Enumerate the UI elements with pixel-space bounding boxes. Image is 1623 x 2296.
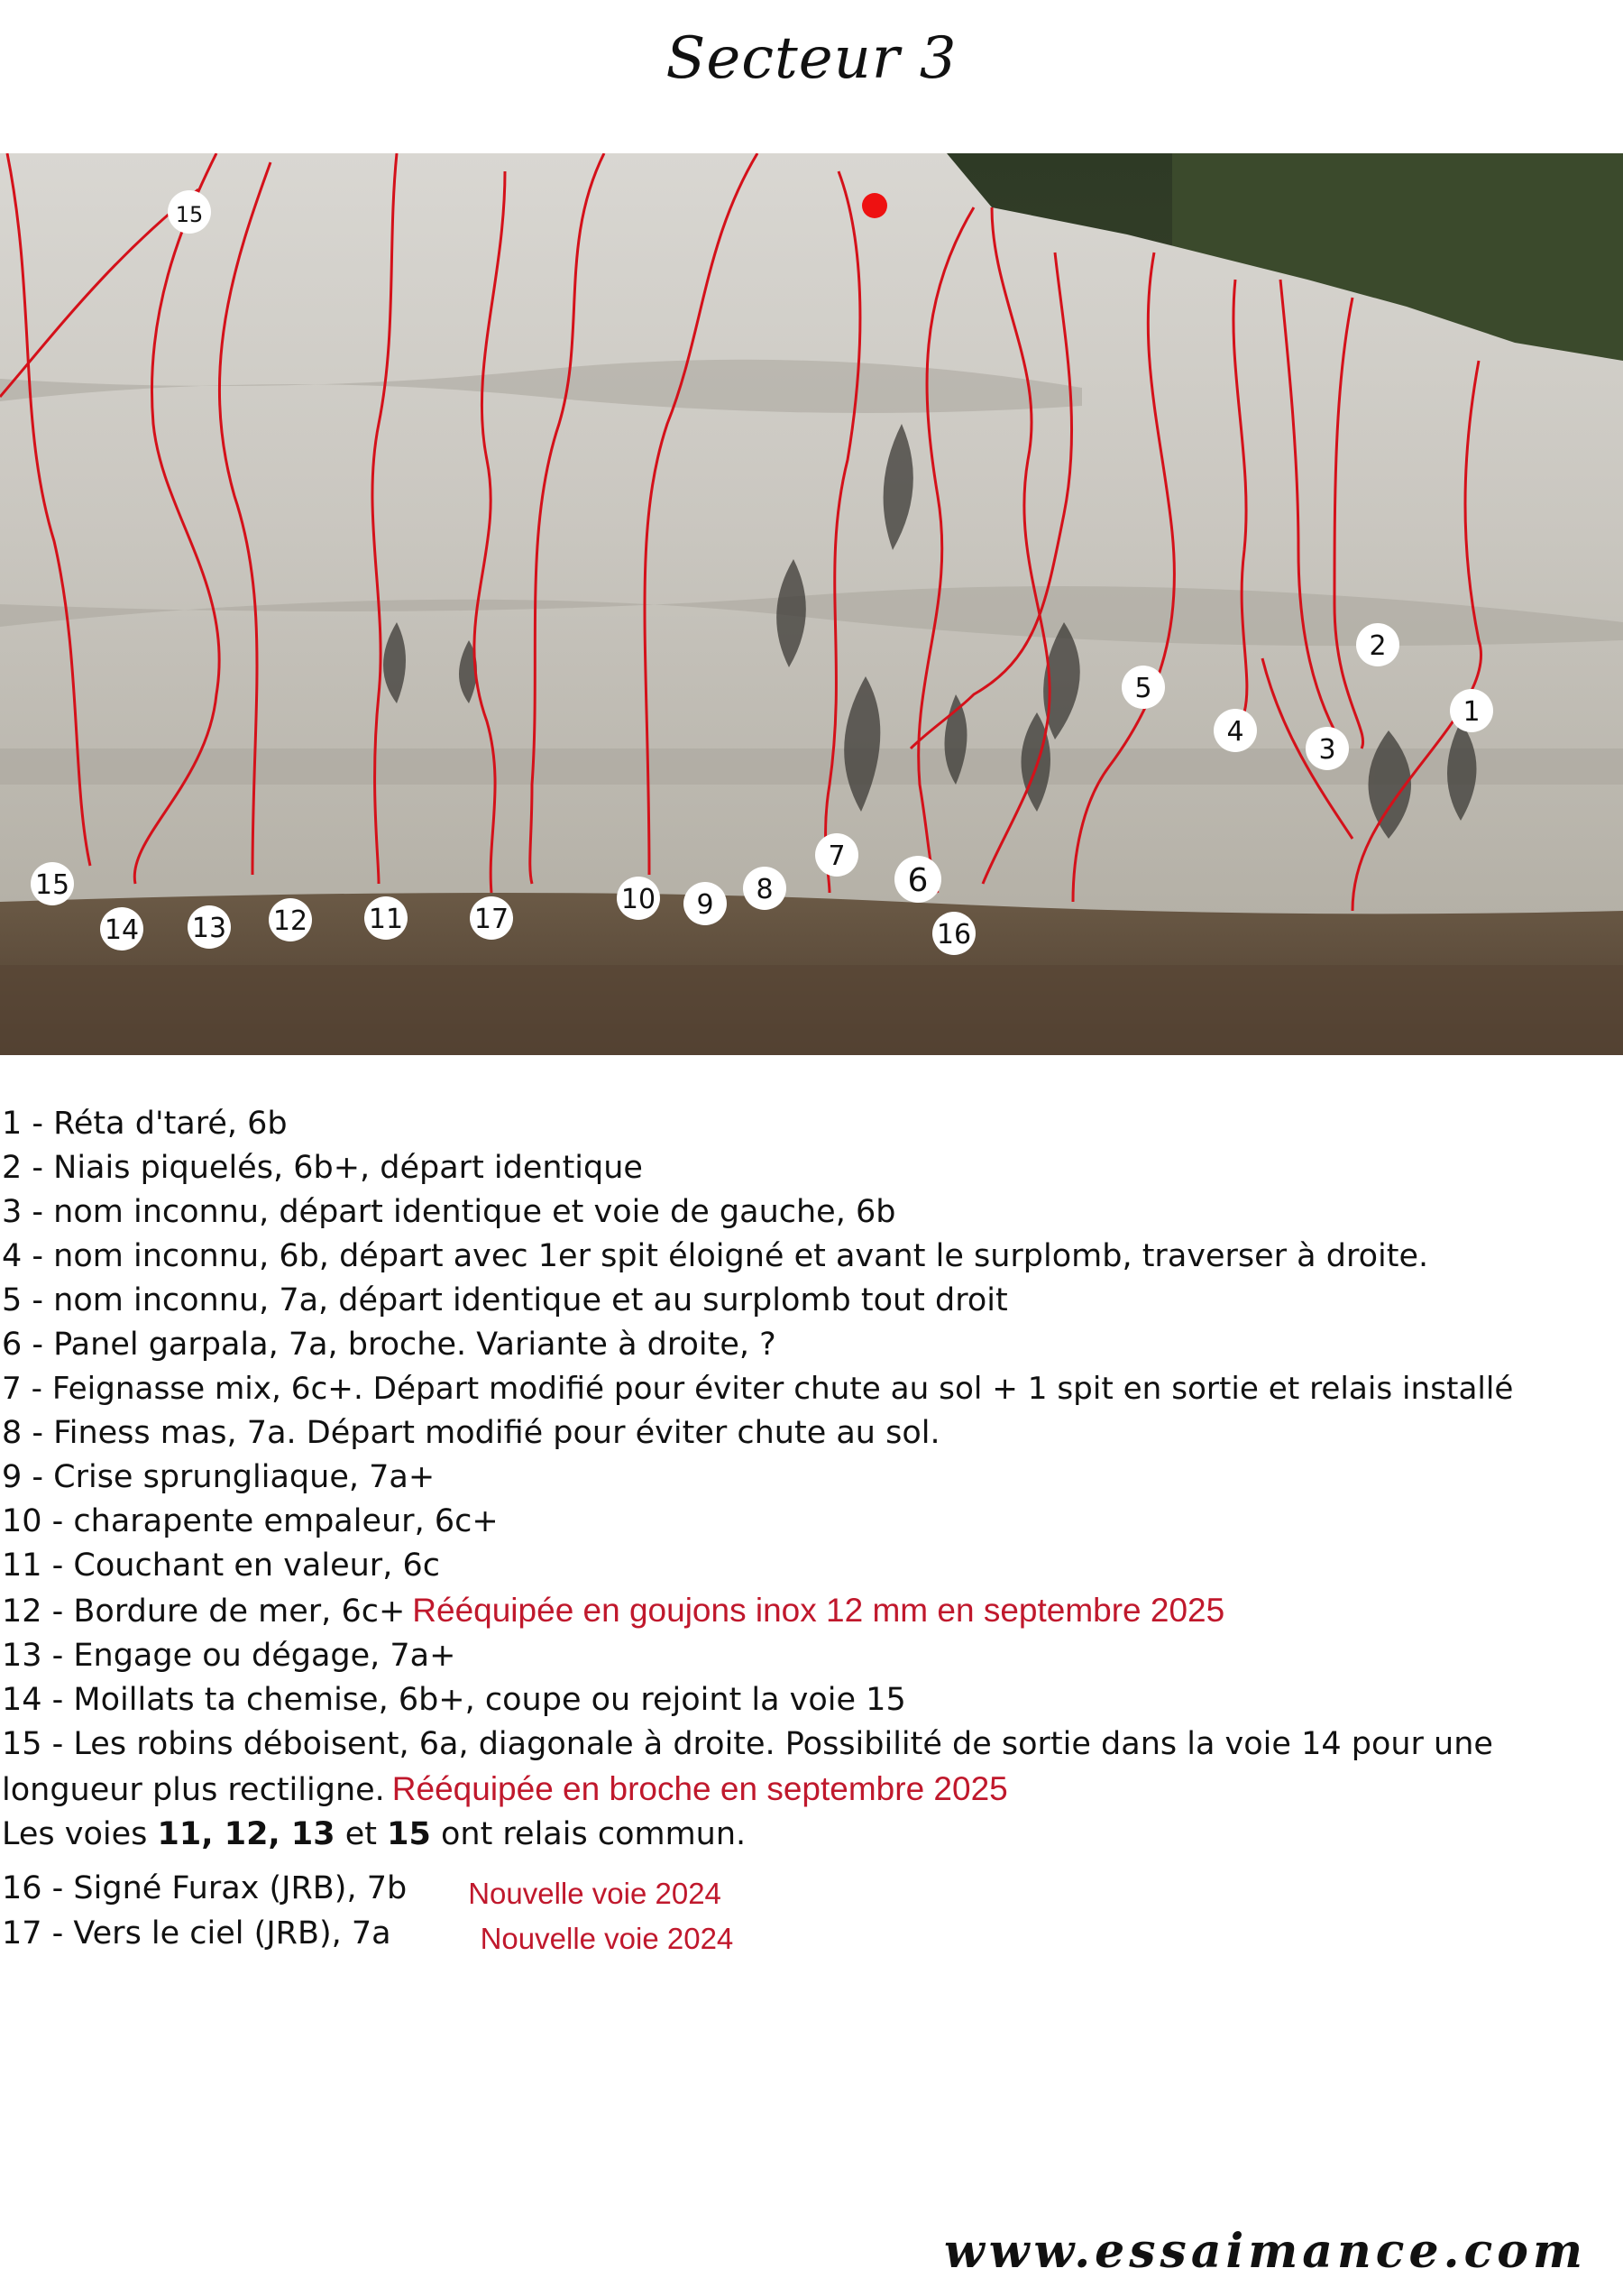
route-text: 10 - charapente empaleur, 6c+ xyxy=(2,1503,499,1539)
route-marker-15 xyxy=(31,862,74,905)
route-text: 15 - Les robins déboisent, 6a, diagonale à droite. Possibilité de sortie dans la voie 14 pour une longueur plus rectiligne. xyxy=(2,1726,1493,1808)
route-text: 2 - Niais piquelés, 6b+, départ identique xyxy=(2,1150,643,1186)
route-text: 13 - Engage ou dégage, 7a+ xyxy=(2,1638,456,1674)
marker-label: 9 xyxy=(696,889,714,921)
route-marker-3 xyxy=(1306,727,1349,770)
route-marker-17 xyxy=(470,896,513,940)
route-marker-16 xyxy=(932,912,976,955)
route-13 xyxy=(2,1634,1621,1678)
website-link[interactable]: www.essaimance.com xyxy=(944,2224,1587,2279)
marker-label: 4 xyxy=(1226,716,1244,748)
route-14 xyxy=(2,1678,1621,1722)
route-marker-7 xyxy=(815,833,858,877)
page-title: Secteur 3 xyxy=(665,25,958,92)
topo-photo xyxy=(0,153,1623,1055)
route-marker-2 xyxy=(1356,623,1399,666)
route-marker-9 xyxy=(683,882,727,925)
new-route-note: Nouvelle voie 2024 xyxy=(480,1922,734,1955)
marker-label: 10 xyxy=(620,884,656,915)
marker-label: 3 xyxy=(1318,734,1336,766)
route-text: 6 - Panel garpala, 7a, broche. Variante à droite, ? xyxy=(2,1327,776,1363)
marker-label: 15 xyxy=(34,869,70,901)
marker-label: 14 xyxy=(104,914,140,946)
route-text: 17 - Vers le ciel (JRB), 7a xyxy=(2,1915,391,1952)
route-text: 4 - nom inconnu, 6b, départ avec 1er spit éloigné et avant le surplomb, traverser à droite. xyxy=(2,1238,1429,1274)
route-text: 14 - Moillats ta chemise, 6b+, coupe ou rejoint la voie 15 xyxy=(2,1682,906,1718)
route-8 xyxy=(2,1411,1621,1456)
route-9 xyxy=(2,1456,1621,1500)
route-marker-1 xyxy=(1450,689,1493,732)
marker-label: 8 xyxy=(756,874,774,905)
route-2 xyxy=(2,1146,1621,1190)
route-marker-10 xyxy=(617,877,660,920)
route-17 xyxy=(2,1911,1621,1956)
re-equipment-note: Rééquipée en goujons inox 12 mm en septembre 2025 xyxy=(412,1592,1225,1629)
route-5 xyxy=(2,1279,1621,1323)
route-text: 7 - Feignasse mix, 6c+. Départ modifié pour éviter chute au sol + 1 spit en sortie et relais installé xyxy=(2,1371,1514,1407)
route-marker-8 xyxy=(743,867,786,910)
route-text: 11 - Couchant en valeur, 6c xyxy=(2,1548,440,1584)
marker-label: 1 xyxy=(1463,696,1481,728)
route-text: 9 - Crise sprungliaque, 7a+ xyxy=(2,1459,436,1495)
relay-routes: 11, 12, 13 xyxy=(157,1816,335,1852)
relay-route-15: 15 xyxy=(387,1816,431,1852)
marker-label: 13 xyxy=(191,913,227,944)
marker-label: 17 xyxy=(473,904,509,935)
route-1 xyxy=(2,1102,1621,1146)
route-text: 16 - Signé Furax (JRB), 7b xyxy=(2,1870,408,1906)
marker-label: 15 xyxy=(175,202,204,227)
re-equipment-note: Rééquipée en broche en septembre 2025 xyxy=(391,1770,1008,1807)
route-marker-4 xyxy=(1214,709,1257,752)
route-text: 12 - Bordure de mer, 6c+ xyxy=(2,1593,406,1630)
route-16 xyxy=(2,1866,1621,1911)
route-11 xyxy=(2,1544,1621,1588)
common-relay-note xyxy=(2,1813,1621,1857)
route-marker-6 xyxy=(894,856,941,903)
route-3 xyxy=(2,1190,1621,1235)
marker-label: 2 xyxy=(1369,630,1387,662)
marker-label: 16 xyxy=(936,919,972,951)
marker-label: 11 xyxy=(368,904,404,935)
route-7 xyxy=(2,1367,1621,1411)
route-6 xyxy=(2,1323,1621,1367)
route-12 xyxy=(2,1588,1621,1634)
route-marker-11 xyxy=(364,896,408,940)
marker-label: 12 xyxy=(272,905,308,937)
route-text: 5 - nom inconnu, 7a, départ identique et au surplomb tout droit xyxy=(2,1282,1008,1318)
relay-prefix: Les voies xyxy=(2,1816,158,1852)
route-15 xyxy=(2,1722,1571,1813)
marker-label: 7 xyxy=(828,840,846,872)
route-list xyxy=(2,1102,1621,1956)
route-text: 8 - Finess mas, 7a. Départ modifié pour éviter chute au sol. xyxy=(2,1415,940,1451)
marker-label: 6 xyxy=(907,862,929,899)
route-4 xyxy=(2,1235,1621,1279)
route-marker-5 xyxy=(1122,666,1165,709)
route-text: 3 - nom inconnu, départ identique et voie de gauche, 6b xyxy=(2,1194,896,1230)
route-marker-12 xyxy=(269,898,312,941)
new-route-note: Nouvelle voie 2024 xyxy=(468,1877,721,1910)
route-text: 1 - Réta d'taré, 6b xyxy=(2,1106,288,1142)
route-marker-15-top xyxy=(168,190,211,234)
relay-suffix: ont relais commun. xyxy=(430,1816,747,1852)
relay-and: et xyxy=(335,1816,388,1852)
route-10 xyxy=(2,1500,1621,1544)
route-marker-14 xyxy=(100,907,143,951)
marker-label: 5 xyxy=(1134,673,1152,704)
route-marker-13 xyxy=(188,905,231,949)
